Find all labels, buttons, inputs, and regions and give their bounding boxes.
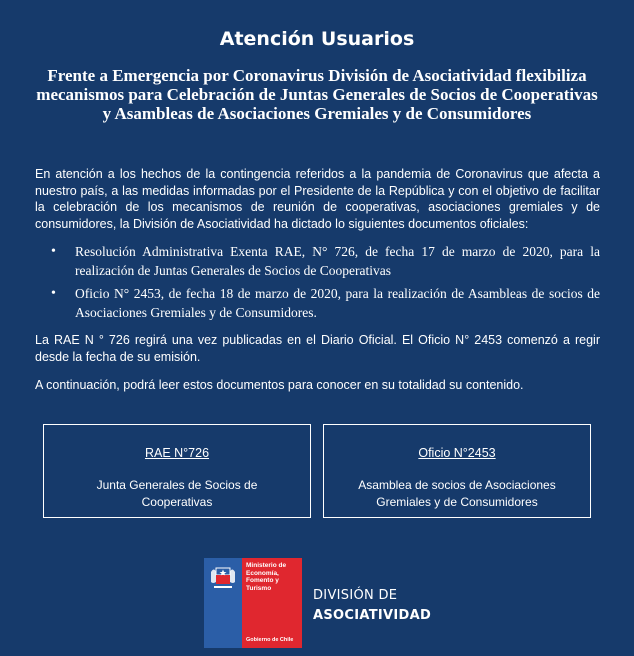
division-name bbox=[313, 586, 431, 626]
division-line-2: ASOCIATIVIDAD bbox=[313, 608, 432, 623]
division-line-1: DIVISIÓN DE bbox=[313, 588, 398, 603]
logo-blue-panel bbox=[204, 558, 242, 648]
rae-726-link[interactable]: RAE N°726 bbox=[144, 446, 210, 460]
continuation-paragraph: A continuación, podrá leer estos documentos para conocer en su totalidad su contenido. bbox=[35, 378, 524, 392]
oficio-2453-card[interactable] bbox=[323, 424, 591, 518]
government-label: Gobierno de Chile bbox=[246, 637, 294, 643]
ministry-name: Ministerio de Economía, Fomento y Turismo bbox=[246, 562, 287, 592]
bullet-icon: • bbox=[51, 286, 56, 301]
list-item bbox=[35, 284, 600, 322]
card-description: Junta Generales de Socios de Cooperativas bbox=[96, 478, 258, 509]
chile-coat-of-arms-icon bbox=[208, 562, 238, 592]
page-subtitle: Frente a Emergencia por Coronavirus División de Asociatividad flexibiliza mecanismos para Celebración de Juntas Generales de Socios de Cooperativas y Asambleas de Asociaciones Gremiales y de Consumidores bbox=[36, 66, 598, 123]
bullet-icon: • bbox=[51, 244, 56, 259]
rae-726-card[interactable] bbox=[43, 424, 311, 518]
ministry-logo bbox=[204, 558, 302, 648]
list-item-text: Oficio N° 2453, de fecha 18 de marzo de 2020, para la realización de Asambleas de socios de Asociaciones Gremiales y de Consumidores. bbox=[75, 286, 600, 320]
rae-note-paragraph: La RAE N ° 726 regirá una vez publicadas en el Diario Oficial. El Oficio N° 2453 comenzó a regir desde la fecha de su emisión. bbox=[35, 333, 600, 364]
intro-paragraph: En atención a los hechos de la contingencia referidos a la pandemia de Coronavirus que afecta a nuestro país, a las medidas informadas por el Presidente de la República y con el objetivo de facilitar la celebración de los mecanismos de reunión de cooperativas, asociaciones gremiales y de consumidores, la División de Asociatividad ha dictado lo siguientes documentos oficiales: bbox=[35, 167, 600, 231]
card-description: Asamblea de socios de Asociaciones Gremiales y de Consumidores bbox=[358, 478, 556, 509]
list-item-text: Resolución Administrativa Exenta RAE, N° 726, de fecha 17 de marzo de 2020, para la realización de Juntas Generales de Socios de Cooperativas bbox=[75, 244, 600, 278]
oficio-2453-link[interactable]: Oficio N°2453 bbox=[418, 446, 496, 460]
list-item bbox=[35, 242, 600, 280]
page-title: Atención Usuarios bbox=[219, 28, 415, 50]
documents-list bbox=[35, 242, 600, 326]
